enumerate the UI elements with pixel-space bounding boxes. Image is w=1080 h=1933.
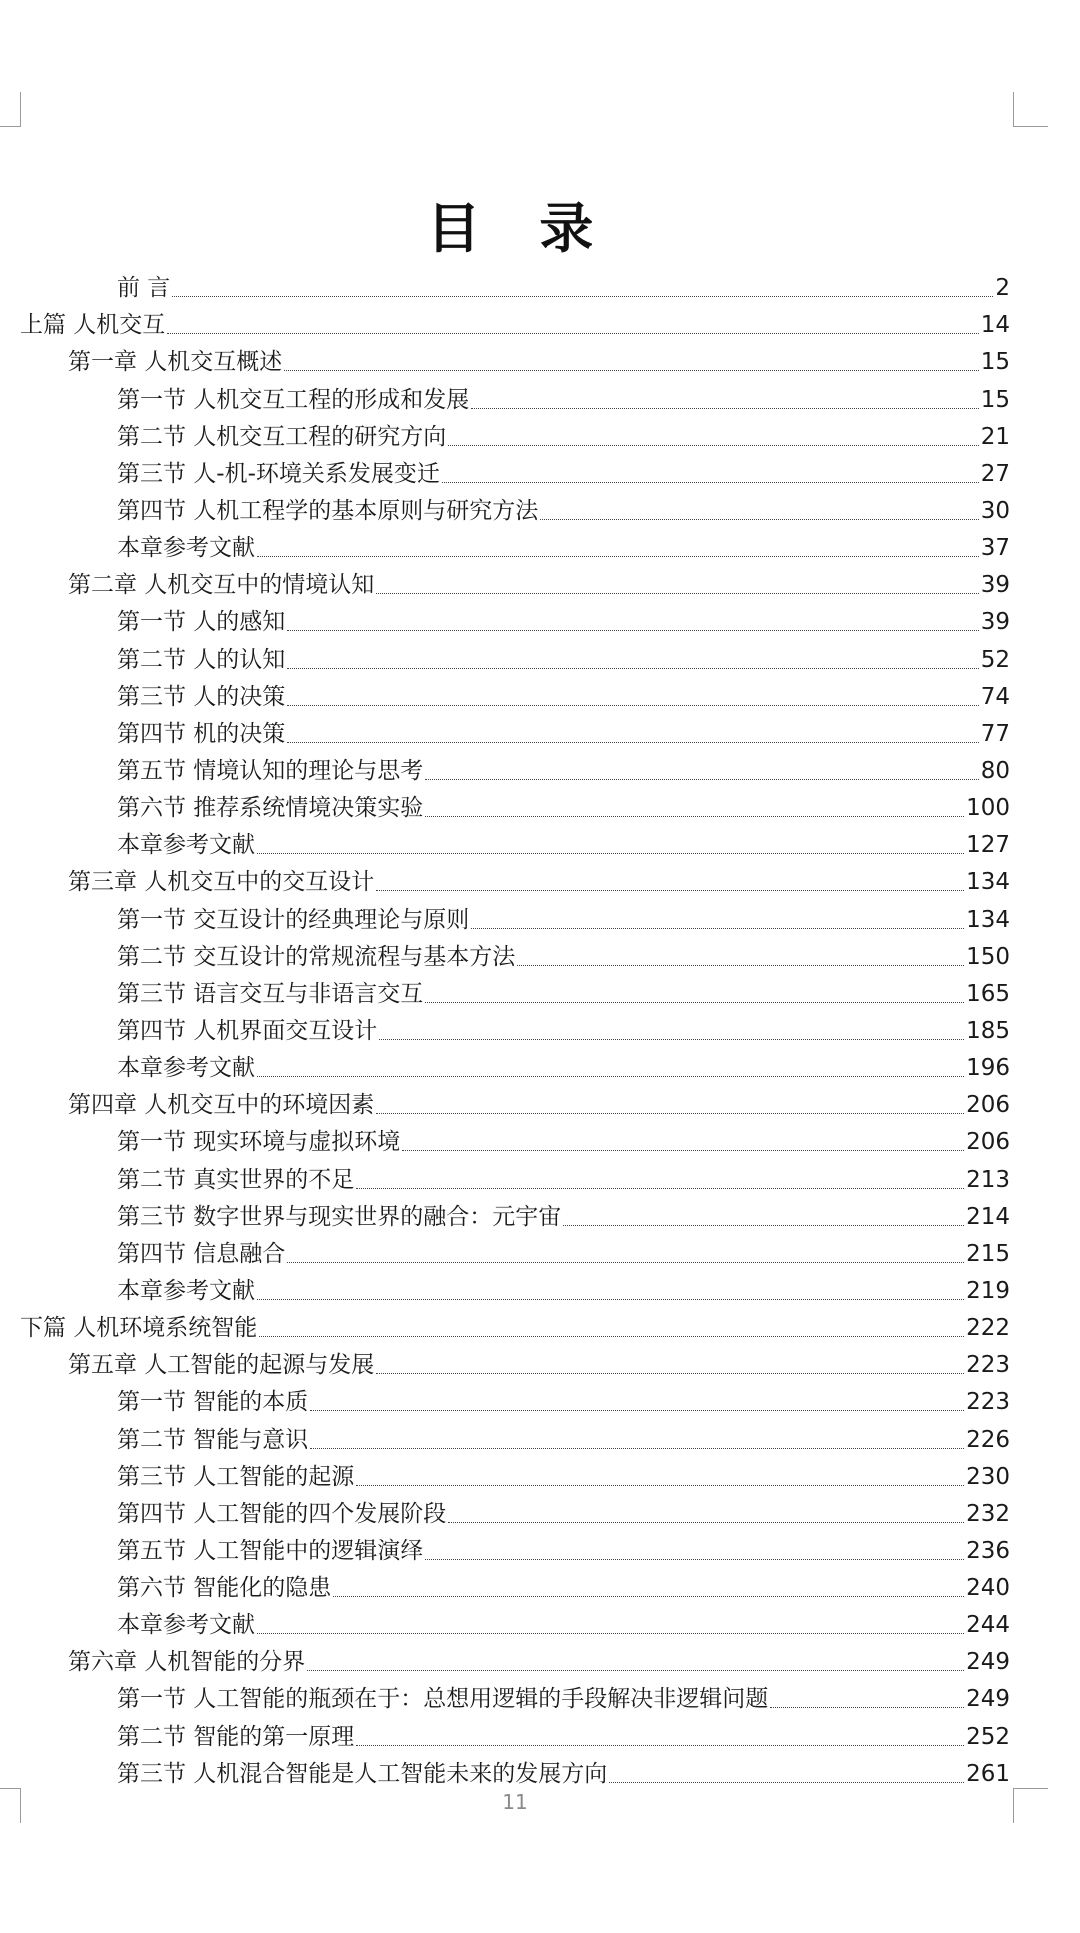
toc-leader-dots bbox=[287, 668, 978, 669]
toc-leader-dots bbox=[257, 1299, 964, 1300]
toc-entry-title: 本章参考文献 bbox=[117, 832, 255, 859]
toc-entry[interactable] bbox=[0, 602, 1010, 639]
toc-entry[interactable] bbox=[0, 677, 1010, 714]
toc-entry-title: 第三节 人工智能的起源 bbox=[117, 1463, 355, 1490]
toc-entry-page: 14 bbox=[980, 312, 1010, 339]
toc-entry-page: 230 bbox=[966, 1463, 1010, 1490]
toc-entry-page: 240 bbox=[966, 1575, 1010, 1602]
toc-entry-title: 第四节 机的决策 bbox=[117, 720, 286, 747]
toc-leader-dots bbox=[287, 1262, 964, 1263]
toc-leader-dots bbox=[172, 296, 993, 297]
toc-leader-dots bbox=[257, 853, 964, 854]
toc-entry-title: 第二节 真实世界的不足 bbox=[117, 1166, 355, 1193]
toc-leader-dots bbox=[257, 556, 979, 557]
toc-entry-page: 236 bbox=[966, 1537, 1010, 1564]
toc-leader-dots bbox=[287, 705, 978, 706]
toc-entry-title: 第五节 情境认知的理论与思考 bbox=[117, 757, 424, 784]
toc-entry-page: 30 bbox=[980, 497, 1010, 524]
toc-entry-title: 第四节 信息融合 bbox=[117, 1240, 286, 1267]
toc-leader-dots bbox=[425, 779, 978, 780]
toc-entry-title: 第四章 人机交互中的环境因素 bbox=[68, 1092, 375, 1119]
toc-entry[interactable] bbox=[0, 899, 1010, 936]
toc-entry[interactable] bbox=[0, 639, 1010, 676]
toc-entry[interactable] bbox=[0, 1679, 1010, 1716]
toc-entry[interactable] bbox=[0, 1011, 1010, 1048]
toc-entry-page: 27 bbox=[980, 460, 1010, 487]
toc-entry[interactable] bbox=[0, 1197, 1010, 1234]
toc-entry-page: 52 bbox=[980, 646, 1010, 673]
toc-entry-title: 第五节 人工智能中的逻辑演绎 bbox=[117, 1537, 424, 1564]
toc-leader-dots bbox=[563, 1225, 964, 1226]
toc-leader-dots bbox=[257, 1633, 964, 1634]
toc-entry-page: 232 bbox=[966, 1500, 1010, 1527]
toc-entry-title: 第六节 智能化的隐患 bbox=[117, 1575, 332, 1602]
toc-entry-page: 206 bbox=[966, 1092, 1010, 1119]
toc-entry-title: 第四节 人机工程学的基本原则与研究方法 bbox=[117, 497, 539, 524]
toc-entry[interactable] bbox=[0, 417, 1010, 454]
toc-entry-title: 第六章 人机智能的分界 bbox=[68, 1649, 306, 1676]
toc-entry-page: 223 bbox=[966, 1352, 1010, 1379]
toc-leader-dots bbox=[376, 1373, 964, 1374]
toc-leader-dots bbox=[425, 816, 964, 817]
toc-leader-dots bbox=[376, 593, 978, 594]
toc-entry[interactable] bbox=[0, 1271, 1010, 1308]
toc-entry[interactable] bbox=[0, 714, 1010, 751]
toc-entry-page: 215 bbox=[966, 1240, 1010, 1267]
toc-entry-page: 39 bbox=[980, 609, 1010, 636]
toc-leader-dots bbox=[259, 1336, 964, 1337]
crop-mark-top-right bbox=[1013, 92, 1048, 127]
page-title: 目 录 bbox=[426, 196, 614, 260]
toc-leader-dots bbox=[287, 630, 978, 631]
toc-entry[interactable] bbox=[0, 528, 1010, 565]
toc-leader-dots bbox=[770, 1707, 964, 1708]
toc-entry-page: 15 bbox=[980, 349, 1010, 376]
toc-entry-page: 249 bbox=[966, 1649, 1010, 1676]
toc-leader-dots bbox=[356, 1745, 964, 1746]
toc-entry-title: 第一节 人的感知 bbox=[117, 609, 286, 636]
toc-entry[interactable] bbox=[0, 1716, 1010, 1753]
toc-entry-title: 第一节 现实环境与虚拟环境 bbox=[117, 1129, 401, 1156]
toc-entry[interactable] bbox=[0, 788, 1010, 825]
toc-leader-dots bbox=[379, 1039, 964, 1040]
toc-leader-dots bbox=[356, 1188, 964, 1189]
toc-entry-title: 第一节 智能的本质 bbox=[117, 1389, 309, 1416]
toc-entry-page: 214 bbox=[966, 1203, 1010, 1230]
toc-entry[interactable] bbox=[0, 454, 1010, 491]
toc-entry[interactable] bbox=[0, 1568, 1010, 1605]
toc-entry-title: 第一节 人机交互工程的形成和发展 bbox=[117, 386, 470, 413]
toc-entry[interactable] bbox=[0, 268, 1010, 305]
page-number: 11 bbox=[502, 1790, 528, 1814]
toc-entry-title: 第三节 人的决策 bbox=[117, 683, 286, 710]
toc-leader-dots bbox=[310, 1448, 964, 1449]
toc-entry-title: 第四节 人工智能的四个发展阶段 bbox=[117, 1500, 447, 1527]
toc-entry[interactable] bbox=[0, 862, 1010, 899]
toc-leader-dots bbox=[284, 370, 978, 371]
toc-entry-title: 本章参考文献 bbox=[117, 535, 255, 562]
toc-entry[interactable] bbox=[0, 1159, 1010, 1196]
toc-entry[interactable] bbox=[0, 825, 1010, 862]
toc-entry-page: 21 bbox=[980, 423, 1010, 450]
toc-leader-dots bbox=[356, 1485, 964, 1486]
toc-entry[interactable] bbox=[0, 1754, 1010, 1791]
toc-entry-title: 上篇 人机交互 bbox=[20, 312, 166, 339]
toc-leader-dots bbox=[257, 1076, 964, 1077]
toc-leader-dots bbox=[471, 928, 964, 929]
toc-entry-page: 39 bbox=[980, 572, 1010, 599]
toc-leader-dots bbox=[448, 1522, 964, 1523]
toc-entry-page: 219 bbox=[966, 1277, 1010, 1304]
toc-leader-dots bbox=[609, 1782, 964, 1783]
toc-entry-page: 134 bbox=[966, 906, 1010, 933]
toc-entry[interactable] bbox=[0, 1345, 1010, 1382]
toc-entry[interactable] bbox=[0, 1308, 1010, 1345]
toc-entry-page: 222 bbox=[966, 1315, 1010, 1342]
toc-entry[interactable] bbox=[0, 1457, 1010, 1494]
toc-leader-dots bbox=[448, 445, 978, 446]
toc-leader-dots bbox=[307, 1670, 964, 1671]
toc-leader-dots bbox=[287, 742, 978, 743]
toc-entry-page: 249 bbox=[966, 1686, 1010, 1713]
toc-entry[interactable] bbox=[0, 342, 1010, 379]
toc-entry[interactable] bbox=[0, 491, 1010, 528]
toc-entry-page: 244 bbox=[966, 1612, 1010, 1639]
toc-leader-dots bbox=[376, 1113, 964, 1114]
toc-entry-title: 第三节 人机混合智能是人工智能未来的发展方向 bbox=[117, 1760, 608, 1787]
toc-entry-page: 261 bbox=[966, 1760, 1010, 1787]
toc-entry-title: 第一节 人工智能的瓶颈在于：总想用逻辑的手段解决非逻辑问题 bbox=[117, 1686, 769, 1713]
toc-entry-title: 本章参考文献 bbox=[117, 1612, 255, 1639]
toc-entry-page: 37 bbox=[980, 535, 1010, 562]
toc-entry[interactable] bbox=[0, 1642, 1010, 1679]
toc-entry-title: 第二节 智能的第一原理 bbox=[117, 1723, 355, 1750]
toc-entry[interactable] bbox=[0, 1234, 1010, 1271]
toc-entry-page: 223 bbox=[966, 1389, 1010, 1416]
toc-entry-page: 2 bbox=[995, 275, 1010, 302]
toc-entry-title: 第三节 数字世界与现实世界的融合：元宇宙 bbox=[117, 1203, 562, 1230]
toc-entry[interactable] bbox=[0, 1494, 1010, 1531]
toc-entry-title: 第四节 人机界面交互设计 bbox=[117, 1017, 378, 1044]
toc-leader-dots bbox=[333, 1596, 964, 1597]
toc-entry[interactable] bbox=[0, 379, 1010, 416]
toc-entry-page: 213 bbox=[966, 1166, 1010, 1193]
toc-leader-dots bbox=[402, 1150, 964, 1151]
toc-entry-title: 第一章 人机交互概述 bbox=[68, 349, 283, 376]
toc-entry-page: 80 bbox=[980, 757, 1010, 784]
toc-entry-page: 77 bbox=[980, 720, 1010, 747]
toc-entry-title: 第一节 交互设计的经典理论与原则 bbox=[117, 906, 470, 933]
toc-entry-page: 74 bbox=[980, 683, 1010, 710]
toc-entry[interactable] bbox=[0, 305, 1010, 342]
toc-entry-title: 第二节 人的认知 bbox=[117, 646, 286, 673]
toc-entry-title: 第三节 人-机-环境关系发展变迁 bbox=[117, 460, 440, 487]
toc-leader-dots bbox=[376, 890, 964, 891]
toc-entry-page: 196 bbox=[966, 1055, 1010, 1082]
toc-entry-title: 第三节 语言交互与非语言交互 bbox=[117, 980, 424, 1007]
toc-leader-dots bbox=[471, 408, 978, 409]
toc-entry-page: 100 bbox=[966, 795, 1010, 822]
toc-entry-title: 第六节 推荐系统情境决策实验 bbox=[117, 795, 424, 822]
toc-entry[interactable] bbox=[0, 937, 1010, 974]
toc-entry[interactable] bbox=[0, 1531, 1010, 1568]
toc-leader-dots bbox=[442, 482, 979, 483]
toc-entry[interactable] bbox=[0, 1048, 1010, 1085]
table-of-contents bbox=[0, 268, 1010, 1791]
toc-entry-title: 本章参考文献 bbox=[117, 1277, 255, 1304]
toc-entry[interactable] bbox=[0, 1605, 1010, 1642]
toc-entry[interactable] bbox=[0, 1419, 1010, 1456]
toc-entry-page: 185 bbox=[966, 1017, 1010, 1044]
toc-leader-dots bbox=[540, 519, 978, 520]
toc-leader-dots bbox=[517, 965, 964, 966]
toc-entry[interactable] bbox=[0, 1085, 1010, 1122]
toc-entry-title: 下篇 人机环境系统智能 bbox=[20, 1315, 258, 1342]
toc-entry-title: 第二节 智能与意识 bbox=[117, 1426, 309, 1453]
toc-entry[interactable] bbox=[0, 1382, 1010, 1419]
toc-leader-dots bbox=[425, 1002, 964, 1003]
toc-leader-dots bbox=[310, 1410, 964, 1411]
toc-entry-page: 134 bbox=[966, 869, 1010, 896]
toc-leader-dots bbox=[167, 333, 978, 334]
toc-entry[interactable] bbox=[0, 974, 1010, 1011]
crop-mark-top-left bbox=[0, 92, 21, 127]
toc-entry-page: 127 bbox=[966, 832, 1010, 859]
toc-entry-title: 第二章 人机交互中的情境认知 bbox=[68, 572, 375, 599]
toc-leader-dots bbox=[425, 1559, 964, 1560]
toc-entry-page: 252 bbox=[966, 1723, 1010, 1750]
toc-entry-page: 206 bbox=[966, 1129, 1010, 1156]
toc-entry-title: 第五章 人工智能的起源与发展 bbox=[68, 1352, 375, 1379]
toc-entry-title: 第二节 人机交互工程的研究方向 bbox=[117, 423, 447, 450]
toc-entry-page: 15 bbox=[980, 386, 1010, 413]
toc-entry-title: 本章参考文献 bbox=[117, 1055, 255, 1082]
toc-entry-page: 150 bbox=[966, 943, 1010, 970]
toc-entry[interactable] bbox=[0, 751, 1010, 788]
toc-entry-title: 第三章 人机交互中的交互设计 bbox=[68, 869, 375, 896]
toc-entry-page: 226 bbox=[966, 1426, 1010, 1453]
toc-entry[interactable] bbox=[0, 1122, 1010, 1159]
toc-entry[interactable] bbox=[0, 565, 1010, 602]
toc-entry-title: 前 言 bbox=[117, 275, 171, 302]
toc-entry-page: 165 bbox=[966, 980, 1010, 1007]
toc-entry-title: 第二节 交互设计的常规流程与基本方法 bbox=[117, 943, 516, 970]
